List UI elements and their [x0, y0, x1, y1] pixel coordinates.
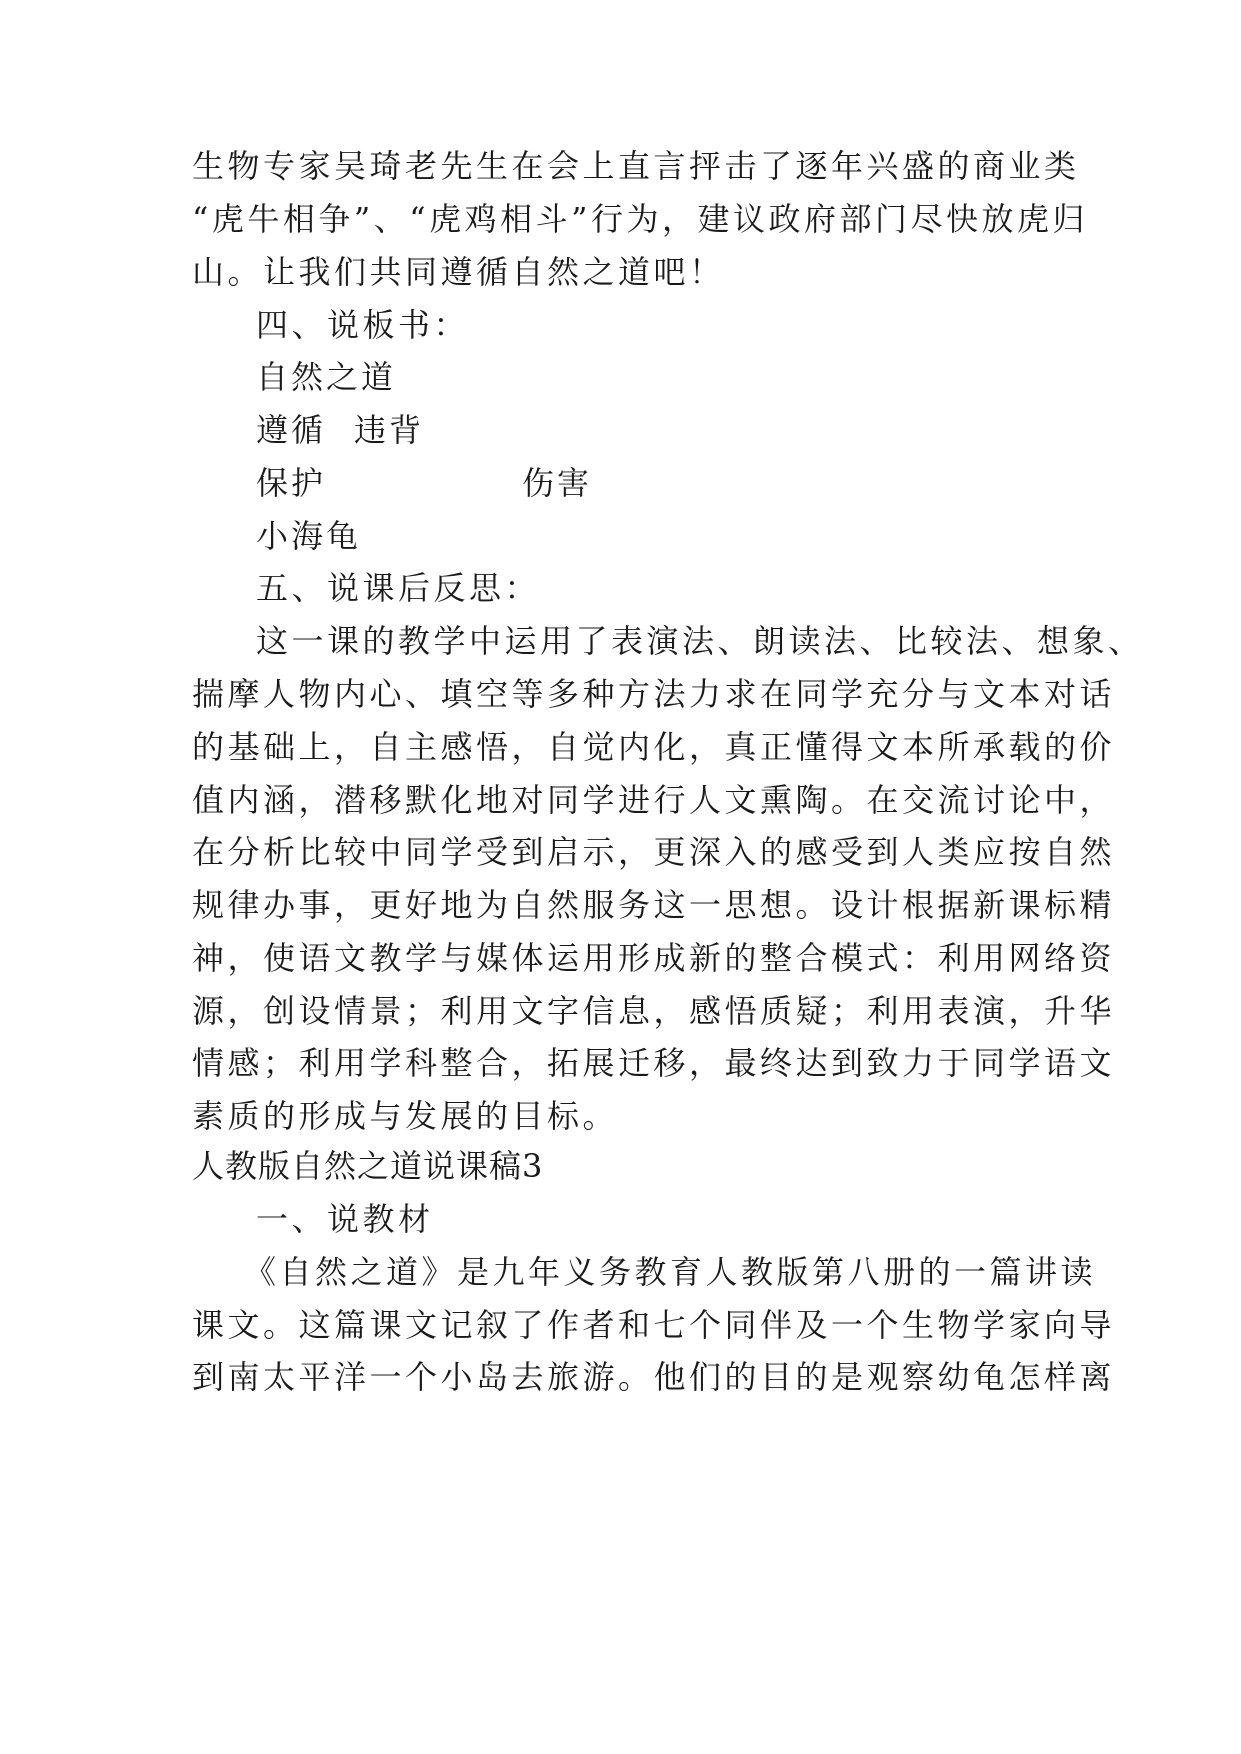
paragraph-line: 的基础上，自主感悟，自觉内化，真正懂得文本所承载的价 — [192, 728, 1116, 766]
board-title: 自然之道 — [256, 358, 397, 396]
paragraph-line: 生物专家吴琦老先生在会上直言抨击了逐年兴盛的商业类 — [192, 147, 1080, 185]
paragraph-line: 到南太平洋一个小岛去旅游。他们的目的是观察幼龟怎样离 — [192, 1358, 1116, 1396]
paragraph-line: 这一课的教学中运用了表演法、朗读法、比较法、想象、 — [256, 622, 1144, 660]
paragraph-line: 揣摩人物内心、填空等多种方法力求在同学充分与文本对话 — [192, 675, 1116, 713]
paragraph-line: 源，创设情景；利用文字信息，感悟质疑；利用表演，升华 — [192, 992, 1116, 1030]
board-follow: 遵循 — [256, 411, 327, 449]
paragraph-line: 值内涵，潜移默化地对同学进行人文熏陶。在交流讨论中， — [192, 781, 1116, 819]
paragraph-line: 素质的形成与发展的目标。 — [192, 1097, 619, 1135]
paragraph-line: 在分析比较中同学受到启示，更深入的感受到人类应按自然 — [192, 833, 1116, 871]
paragraph-line: 山。让我们共同遵循自然之道吧！ — [192, 253, 725, 291]
section-heading: 五、说课后反思： — [256, 569, 541, 607]
board-violate: 违背 — [354, 411, 425, 449]
paragraph-line: 《自然之道》是九年义务教育人教版第八册的一篇讲读 — [244, 1253, 1097, 1291]
paragraph-line: 神，使语文教学与媒体运用形成新的整合模式：利用网络资 — [192, 939, 1116, 977]
section-heading: 四、说板书： — [256, 306, 470, 344]
paragraph-line: 课文。这篇课文记叙了作者和七个同伴及一个生物学家向导 — [192, 1306, 1116, 1344]
paragraph-line: 情感；利用学科整合，拓展迁移，最终达到致力于同学语文 — [192, 1044, 1116, 1082]
board-turtle: 小海龟 — [256, 517, 362, 555]
board-protect: 保护 — [256, 464, 327, 502]
section-heading: 一、说教材 — [256, 1200, 434, 1238]
paragraph-line: “虎牛相争”、“虎鸡相斗”行为，建议政府部门尽快放虎归 — [192, 200, 1088, 238]
paragraph-line: 规律办事，更好地为自然服务这一思想。设计根据新课标精 — [192, 886, 1116, 924]
document-title: 人教版自然之道说课稿3 — [192, 1147, 544, 1185]
board-harm: 伤害 — [522, 464, 593, 502]
